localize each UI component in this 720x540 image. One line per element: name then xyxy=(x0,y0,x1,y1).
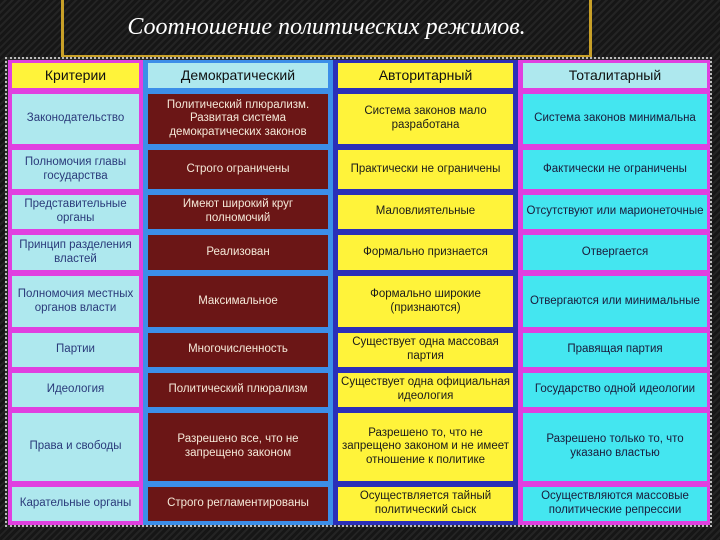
row-head-of-state-democratic: Строго ограничены xyxy=(148,150,328,189)
row-ideology-democratic: Политический плюрализм xyxy=(148,373,328,407)
row-separation-of-powers-democratic: Реализован xyxy=(148,235,328,270)
row-legislation-authoritarian: Система законов мало разработана xyxy=(338,94,513,144)
row-legislation-democratic: Политический плюрализм. Развитая система демократических законов xyxy=(148,94,328,144)
row-head-of-state-authoritarian: Практически не ограничены xyxy=(338,150,513,189)
row-representative-bodies-democratic: Имеют широкий круг полномочий xyxy=(148,195,328,229)
row-rights-democratic: Разрешено все, что не запрещено законом xyxy=(148,413,328,481)
row-parties-democratic: Многочисленность xyxy=(148,333,328,367)
row-ideology-criterion: Идеология xyxy=(12,373,139,407)
row-representative-bodies-totalitarian: Отсутствуют или марионеточные xyxy=(523,195,707,229)
row-representative-bodies-criterion: Представительные органы xyxy=(12,195,139,229)
row-legislation-criterion: Законодательство xyxy=(12,94,139,144)
row-parties-authoritarian: Существует одна массовая партия xyxy=(338,333,513,367)
row-local-authorities-totalitarian: Отвергаются или минимальные xyxy=(523,276,707,327)
row-punitive-bodies-democratic: Строго регламентированы xyxy=(148,487,328,521)
row-local-authorities-democratic: Максимальное xyxy=(148,276,328,327)
row-punitive-bodies-authoritarian: Осуществляется тайный политический сыск xyxy=(338,487,513,521)
row-head-of-state-totalitarian: Фактически не ограничены xyxy=(523,150,707,189)
row-parties-criterion: Партии xyxy=(12,333,139,367)
row-separation-of-powers-authoritarian: Формально признается xyxy=(338,235,513,270)
row-separation-of-powers-criterion: Принцип разделения властей xyxy=(12,235,139,270)
title-frame xyxy=(61,0,592,58)
row-local-authorities-authoritarian: Формально широкие (признаются) xyxy=(338,276,513,327)
row-legislation-totalitarian: Система законов минимальна xyxy=(523,94,707,144)
header-democratic: Демократический xyxy=(148,63,328,88)
header-criteria: Критерии xyxy=(12,63,139,88)
row-representative-bodies-authoritarian: Маловлиятельные xyxy=(338,195,513,229)
row-parties-totalitarian: Правящая партия xyxy=(523,333,707,367)
row-ideology-authoritarian: Существует одна официальная идеология xyxy=(338,373,513,407)
row-separation-of-powers-totalitarian: Отвергается xyxy=(523,235,707,270)
header-authoritarian: Авторитарный xyxy=(338,63,513,88)
row-rights-authoritarian: Разрешено то, что не запрещено законом и не имеет отношение к политике xyxy=(338,413,513,481)
row-local-authorities-criterion: Полномочия местных органов власти xyxy=(12,276,139,327)
row-head-of-state-criterion: Полномочия главы государства xyxy=(12,150,139,189)
row-rights-criterion: Права и свободы xyxy=(12,413,139,481)
row-punitive-bodies-totalitarian: Осуществляются массовые политические репрессии xyxy=(523,487,707,521)
row-ideology-totalitarian: Государство одной идеологии xyxy=(523,373,707,407)
header-totalitarian: Тоталитарный xyxy=(523,63,707,88)
row-punitive-bodies-criterion: Карательные органы xyxy=(12,487,139,521)
page-title: Соотношение политических режимов. xyxy=(127,14,526,40)
row-rights-totalitarian: Разрешено только то, что указано властью xyxy=(523,413,707,481)
